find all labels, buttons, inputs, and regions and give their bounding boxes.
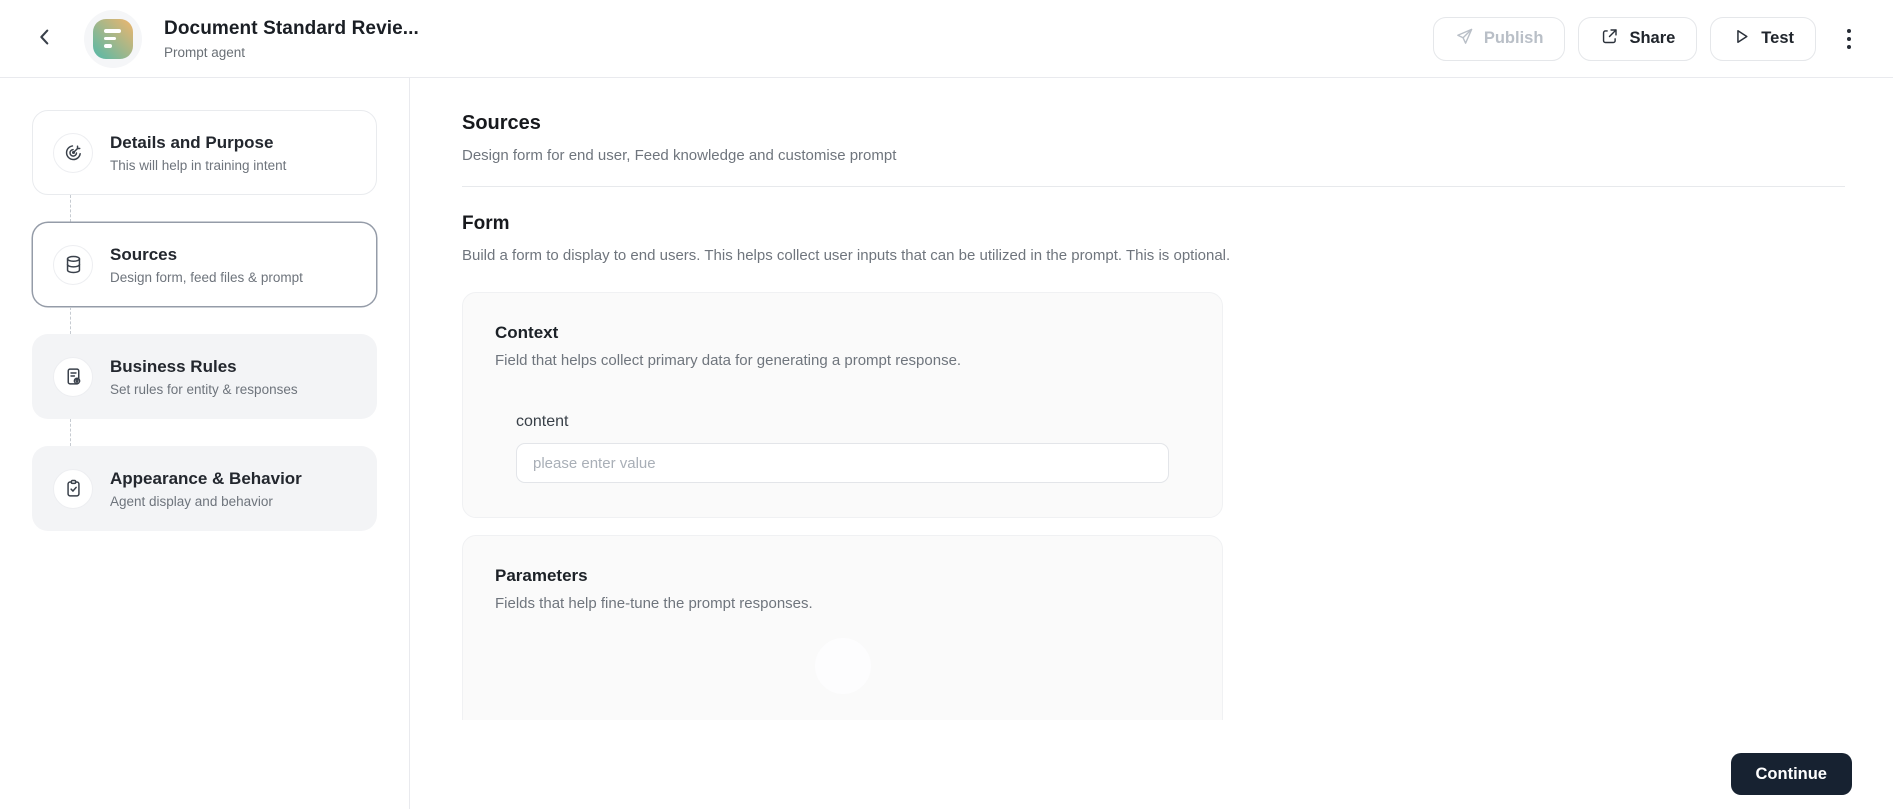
sidebar-item-appearance-behavior[interactable] <box>32 446 377 531</box>
header <box>0 0 1893 78</box>
test-button[interactable] <box>1710 17 1816 61</box>
file-check-icon <box>53 357 93 397</box>
step-title: Sources <box>110 244 178 264</box>
continue-button[interactable]: Continue <box>1731 753 1853 795</box>
footer-bar <box>410 720 1893 809</box>
publish-button[interactable] <box>1433 17 1566 61</box>
section-divider <box>462 186 1845 187</box>
step-subtitle: Set rules for entity & responses <box>110 381 298 397</box>
step-subtitle: Agent display and behavior <box>110 493 273 509</box>
share-icon <box>1600 27 1619 51</box>
agent-document-icon <box>93 19 133 59</box>
step-connector-line <box>70 419 377 446</box>
content-input[interactable] <box>516 443 1169 483</box>
context-card-description: Field that helps collect primary data for generating a prompt response. <box>495 352 962 369</box>
step-connector-line <box>70 307 377 334</box>
scroll-content[interactable] <box>410 78 1893 720</box>
share-button[interactable] <box>1578 17 1697 61</box>
sidebar-item-sources[interactable] <box>32 222 377 307</box>
kebab-icon <box>1847 29 1851 33</box>
content-field-label: content <box>516 413 569 430</box>
parameters-card-title: Parameters <box>495 566 588 585</box>
parameters-card <box>462 535 1223 720</box>
step-title: Details and Purpose <box>110 132 274 152</box>
clipboard-check-icon <box>53 469 93 509</box>
page-subtitle: Prompt agent <box>164 44 246 60</box>
steps-sidebar <box>0 78 410 809</box>
title-block <box>164 18 419 60</box>
sidebar-item-details-and-purpose[interactable] <box>32 110 377 195</box>
play-icon <box>1732 27 1751 51</box>
form-section-description: Build a form to display to end users. This helps collect user inputs that can be utilized in the prompt. This is optional. <box>462 247 1231 264</box>
sources-section-description: Design form for end user, Feed knowledge and customise prompt <box>462 147 897 164</box>
test-label: Test <box>1761 29 1794 47</box>
target-icon <box>53 133 93 173</box>
page-title: Document Standard Revie... <box>164 17 419 39</box>
publish-label: Publish <box>1483 29 1544 47</box>
step-connector-line <box>70 195 377 222</box>
step-title: Appearance & Behavior <box>110 468 302 488</box>
content-field-group <box>516 413 1190 483</box>
sources-section-title: Sources <box>462 112 541 134</box>
steps-list <box>32 110 377 531</box>
chevron-left-icon <box>34 26 56 51</box>
sidebar-item-business-rules[interactable] <box>32 334 377 419</box>
parameters-card-description: Fields that help fine-tune the prompt responses. <box>495 595 813 612</box>
database-icon <box>53 245 93 285</box>
partial-circle-shape <box>815 638 871 694</box>
form-section-title: Form <box>462 213 510 234</box>
send-icon <box>1455 27 1474 51</box>
step-subtitle: This will help in training intent <box>110 157 287 173</box>
more-options-button[interactable] <box>1835 19 1863 59</box>
share-label: Share <box>1629 29 1676 47</box>
context-card-title: Context <box>495 323 559 342</box>
context-card <box>462 292 1223 518</box>
page-body <box>0 78 1893 809</box>
agent-avatar <box>84 10 142 68</box>
header-actions <box>1433 17 1863 61</box>
main-panel <box>410 78 1893 809</box>
step-title: Business Rules <box>110 356 237 376</box>
back-button[interactable] <box>28 22 62 56</box>
step-subtitle: Design form, feed files & prompt <box>110 269 303 285</box>
